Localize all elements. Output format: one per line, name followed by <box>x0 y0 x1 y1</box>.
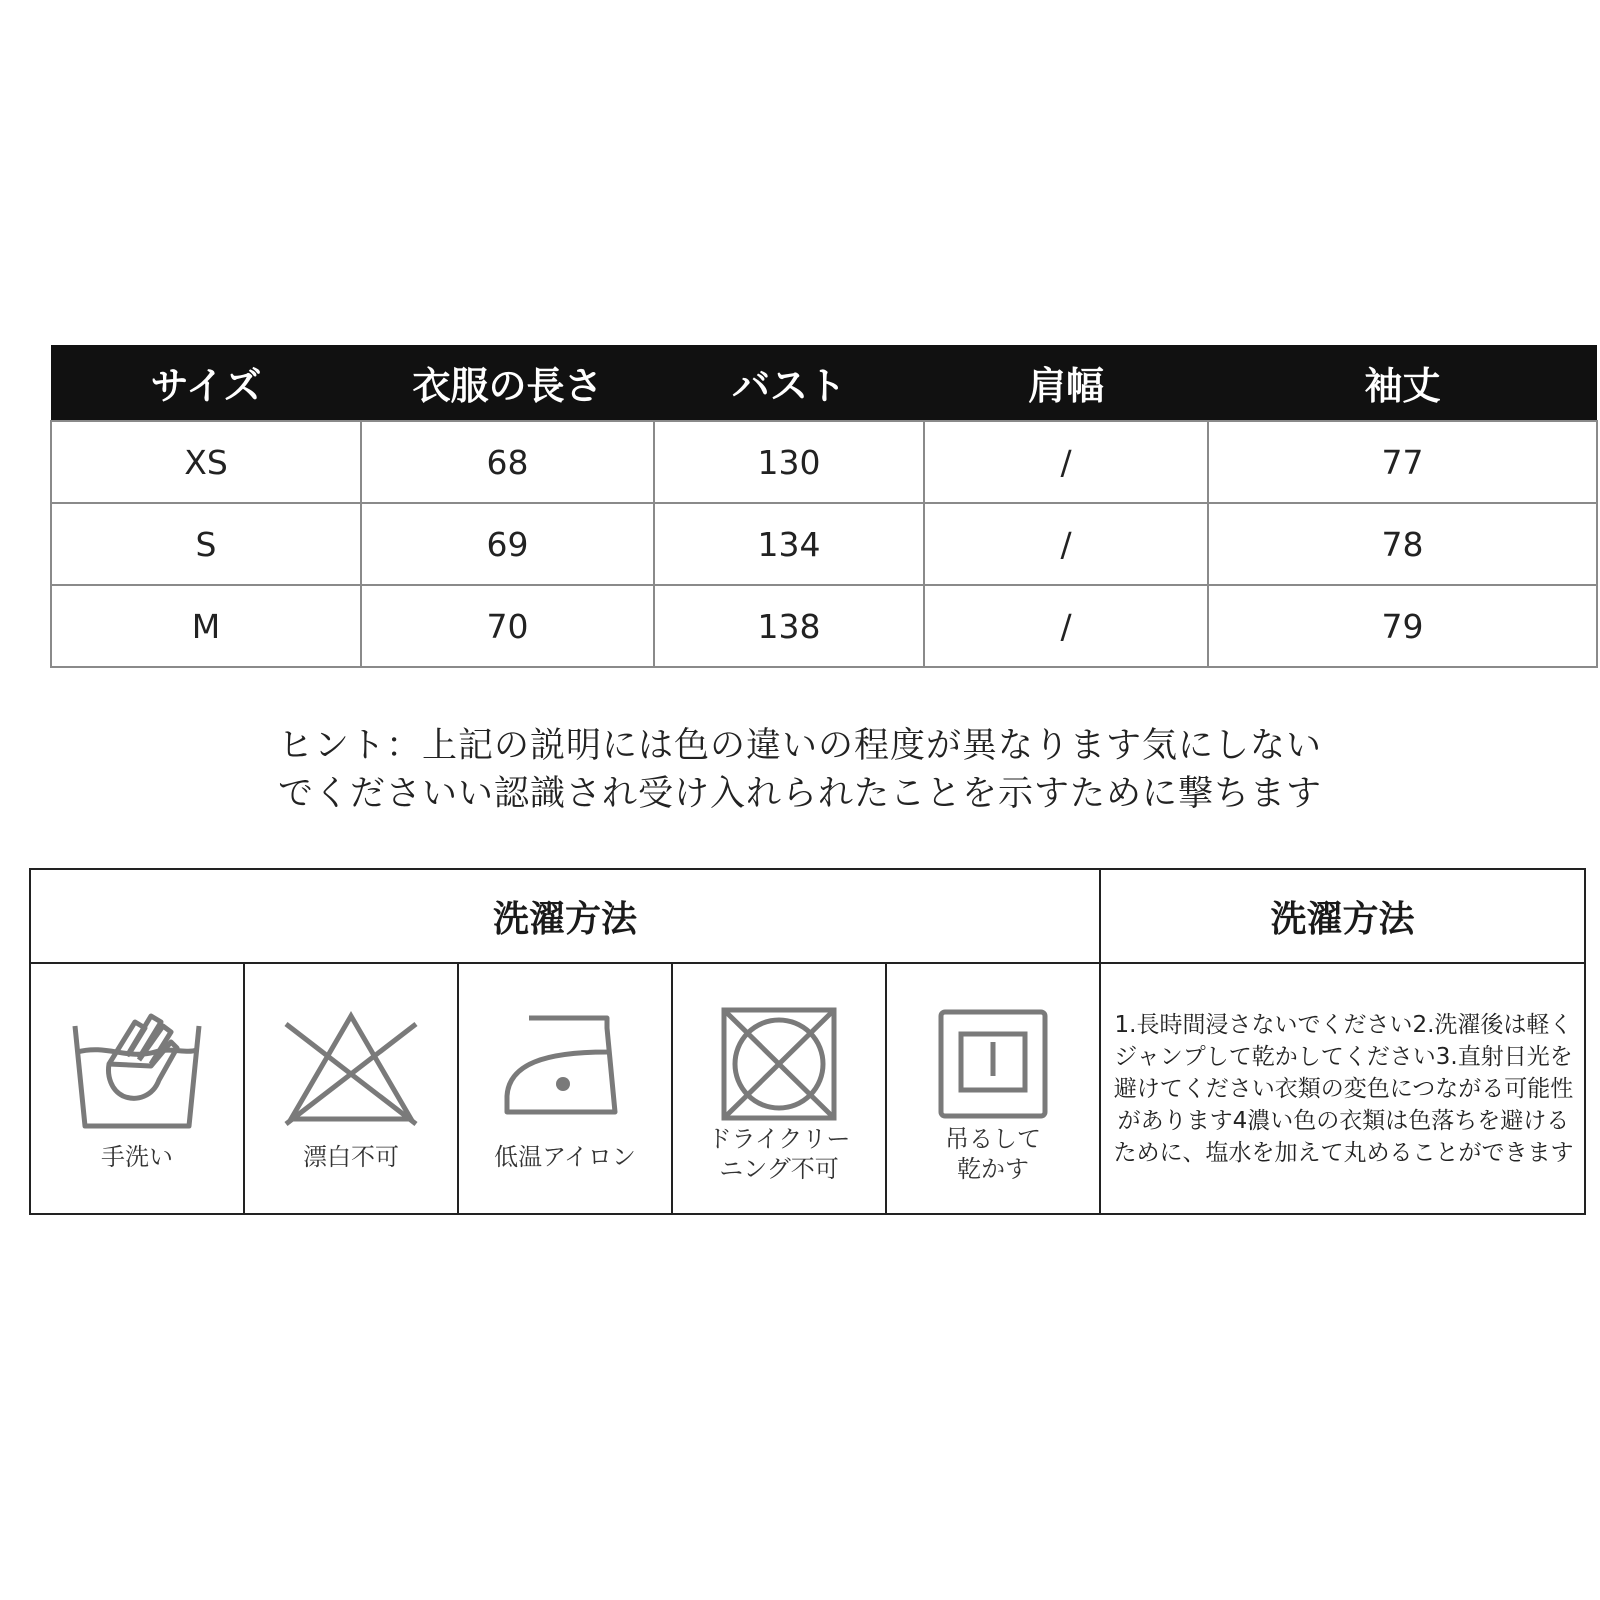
hint-line-2: でくださいい認識され受け入れられたことを示すために撃ちます <box>277 774 1322 814</box>
care-symbol-low-iron <box>459 964 673 1213</box>
cell-sleeve: 78 <box>1208 503 1597 585</box>
hand-wash-icon <box>67 1004 207 1134</box>
cell-bust: 130 <box>654 421 924 503</box>
header-size: サイズ <box>51 345 361 421</box>
no-bleach-icon <box>276 1004 426 1134</box>
header-bust: バスト <box>654 345 924 421</box>
care-header-left: 洗濯方法 <box>31 870 1101 964</box>
low-iron-icon <box>495 1004 635 1134</box>
hint-line-1: ヒント：上記の説明には色の違いの程度が異なります気にしない <box>277 726 1322 766</box>
cell-shoulder: / <box>924 421 1208 503</box>
care-table <box>29 868 1586 1215</box>
table-row <box>51 421 1597 503</box>
cell-shoulder: / <box>924 585 1208 667</box>
cell-length: 68 <box>361 421 654 503</box>
cell-bust: 138 <box>654 585 924 667</box>
cell-shoulder: / <box>924 503 1208 585</box>
cell-sleeve: 79 <box>1208 585 1597 667</box>
cell-length: 69 <box>361 503 654 585</box>
cell-size: XS <box>51 421 361 503</box>
size-table-header-row <box>51 345 1597 421</box>
care-label: 低温アイロン <box>494 1143 636 1171</box>
header-shoulder: 肩幅 <box>924 345 1208 421</box>
care-symbol-hand-wash <box>31 964 245 1213</box>
care-label: 漂白不可 <box>303 1143 399 1171</box>
table-row <box>51 503 1597 585</box>
header-length: 衣服の長さ <box>361 345 654 421</box>
size-table <box>50 345 1598 668</box>
cell-size: S <box>51 503 361 585</box>
care-notes: 1.長時間浸さないでください2.洗濯後は軽くジャンプして乾かしてください3.直射日光を避けてください衣類の変色につながる可能性があります4濃い色の衣類は色落ちを避けるために、塩水を加えて丸めることができます <box>1113 1011 1574 1166</box>
no-dry-clean-icon <box>714 1004 844 1124</box>
care-label: 手洗い <box>101 1143 173 1171</box>
cell-bust: 134 <box>654 503 924 585</box>
hint-text <box>0 722 1600 818</box>
cell-size: M <box>51 585 361 667</box>
hang-dry-icon <box>933 1004 1053 1124</box>
care-header-right: 洗濯方法 <box>1101 870 1584 964</box>
header-sleeve: 袖丈 <box>1208 345 1597 421</box>
care-label: ドライクリー ニング不可 <box>707 1125 851 1183</box>
table-row <box>51 585 1597 667</box>
care-symbols <box>31 964 1101 1213</box>
care-label: 吊るして 乾かす <box>945 1125 1041 1183</box>
care-symbol-hang-dry <box>887 964 1099 1213</box>
care-symbol-no-bleach <box>245 964 459 1213</box>
cell-sleeve: 77 <box>1208 421 1597 503</box>
cell-length: 70 <box>361 585 654 667</box>
care-symbol-no-dry-clean <box>673 964 887 1213</box>
